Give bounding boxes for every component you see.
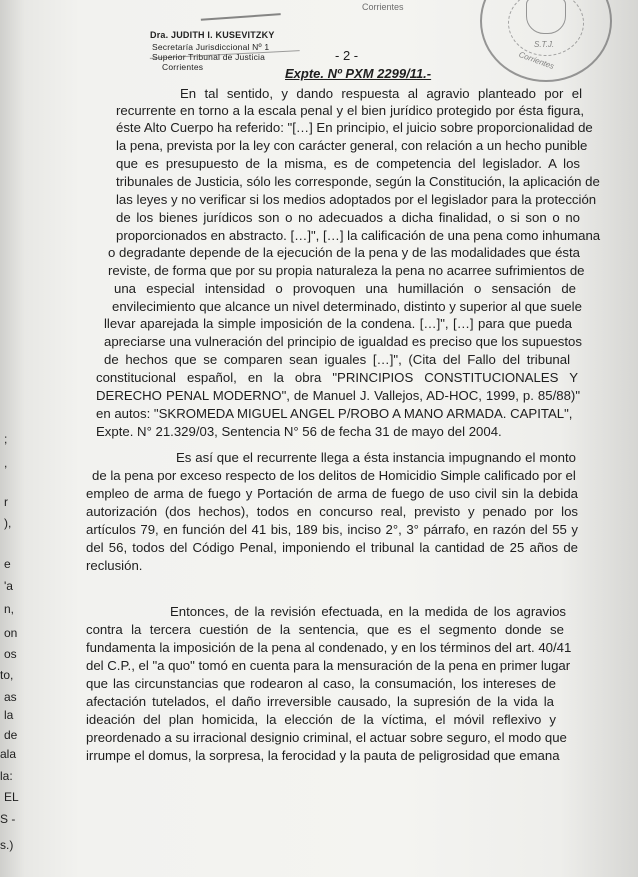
body-line: que las circunstancias que rodearon al caso, la consumación, los intereses de (86, 676, 556, 691)
margin-fragment: as (4, 690, 17, 704)
body-line: reviste, de forma que por su propia naturaleza la pena no acarree sufrimientos de (108, 263, 585, 278)
body-line: éste Alto Cuerpo ha referido: "[…] En principio, el juicio sobre proporcionalidad de (116, 120, 593, 135)
margin-fragment: n, (4, 602, 15, 616)
margin-fragment: de (4, 728, 18, 742)
margin-fragment: os (4, 647, 17, 661)
signer-name: Dra. JUDITH I. KUSEVITZKY (150, 30, 275, 40)
expediente-number: Expte. Nº PXM 2299/11.- (285, 66, 432, 81)
margin-fragment: e (4, 557, 11, 571)
signer-role: Secretaría Jurisdiccional Nº 1 (152, 42, 270, 52)
margin-fragment: ), (4, 516, 12, 530)
body-line: de la pena por exceso respecto de los delitos de Homicidio Simple calificado por el (92, 468, 576, 483)
body-line: fundamenta la imposición de la pena al condenado, y en los términos del art. 40/41 (86, 640, 572, 655)
body-line: del 56, todos del Código Penal, imponiendo el tribunal la cantidad de 25 años de (86, 540, 578, 555)
body-line: En tal sentido, y dando respuesta al agravio planteado por el (180, 86, 582, 101)
body-line: apreciarse una vulneración del principio de igualdad es preciso que los supuestos (104, 334, 582, 349)
body-line: las leyes y no verificar si los medios adoptados por el legislador para la protección (116, 192, 597, 207)
body-line: llevar aparejada la simple imposición de la condena. […]", […] para que pueda (104, 316, 572, 331)
body-line: autorización (dos hechos), todos en concurso real, previsto y penado por los (86, 504, 578, 519)
body-line: de los bienes jurídicos son o no adecuados a dicha finalidad, o si son o no (116, 210, 580, 225)
seal-crest-icon (526, 0, 566, 34)
margin-fragment: la: (0, 769, 13, 783)
body-line: contra la tercera cuestión de la sentencia, que es el segmento donde se (86, 622, 564, 637)
body-line: DERECHO PENAL MODERNO", de Manuel J. Vallejos, AD-HOC, 1999, p. 85/88)" (96, 388, 580, 403)
body-line: una especial intensidad o provoquen una humillación o sensación de (114, 281, 576, 296)
body-line: Es así que el recurrente llega a ésta instancia impugnando el monto (176, 450, 576, 465)
body-line: irrumpe el domus, la sorpresa, la ferocidad y la pauta de peligrosidad que emana (86, 748, 560, 763)
margin-fragment: ala (0, 747, 17, 761)
signer-court: Superior Tribunal de Justicia (152, 52, 266, 62)
seal-top-text: S.T.J. (534, 40, 555, 49)
body-line: o degradante depende de la ejecución de la pena y de las modalidades que ésta (108, 245, 580, 260)
body-line: envilecimiento que alcance un nivel determinado, distinto y superior al que suele (112, 299, 582, 314)
margin-fragment: ; (4, 432, 8, 446)
margin-fragment: to, (0, 668, 14, 682)
body-line: ideación del plan homicida, la elección de la víctima, el móvil reflexivo y (86, 712, 556, 727)
body-line: reclusión. (86, 558, 143, 573)
body-line: afectación tutelados, el daño irreversible causado, la supresión de la vida la (86, 694, 554, 709)
seal-bottom-text: Corrientes (517, 49, 556, 72)
faint-header-text: Corrientes (362, 2, 404, 12)
body-line: Expte. N° 21.329/03, Sentencia N° 56 de fecha 31 de mayo del 2004. (96, 424, 502, 439)
margin-fragment: on (4, 626, 18, 640)
margin-fragment: la (4, 708, 14, 722)
body-line: en autos: "SKROMEDA MIGUEL ANGEL P/ROBO A MANO ARMADA. CAPITAL", (96, 406, 573, 421)
signer-city: Corrientes (162, 62, 204, 72)
body-line: preordenado a su irracional designio criminal, el actuar sobre seguro, el modo que (86, 730, 567, 745)
body-line: empleo de arma de fuego y Portación de arma de fuego de uso civil sin la debida (86, 486, 578, 501)
margin-fragment: 'a (4, 579, 13, 593)
margin-fragment: S - (0, 812, 16, 826)
body-line: proporcionados en abstracto. […]", […] la calificación de una pena como inhumana (116, 228, 601, 243)
body-line: tribunales de Justicia, sólo les corresponde, según la Constitución, la aplicación de (116, 174, 600, 189)
body-line: artículos 79, en función del 41 bis, 189 bis, inciso 2°, 3° párrafo, en razón del 55 y (86, 522, 578, 537)
margin-fragment: , (4, 456, 8, 470)
body-line: de hechos que se comparen sean iguales […]", (Cita del Fallo del tribunal (104, 352, 570, 367)
body-line: que es presupuesto de la misma, es de competencia del legislador. A los (116, 156, 580, 171)
page-number: - 2 - (335, 48, 359, 63)
margin-fragment: r (4, 495, 8, 509)
margin-fragment: s.) (0, 838, 14, 852)
body-line: Entonces, de la revisión efectuada, en la medida de los agravios (170, 604, 566, 619)
court-seal-stamp (480, 0, 612, 82)
body-line: constitucional español, en la obra "PRINCIPIOS CONSTITUCIONALES Y (96, 370, 578, 385)
margin-fragment: EL (4, 790, 19, 804)
body-line: del C.P., el "a quo" tomó en cuenta para la mensuración de la pena en primer lugar (86, 658, 571, 673)
body-line: la pena, prevista por la ley con carácter general, con relación a un hecho punible (116, 138, 588, 153)
body-line: recurrente en torno a la escala penal y el bien jurídico protegido por ésta figura, (116, 103, 584, 118)
handwritten-scribble (199, 0, 280, 21)
